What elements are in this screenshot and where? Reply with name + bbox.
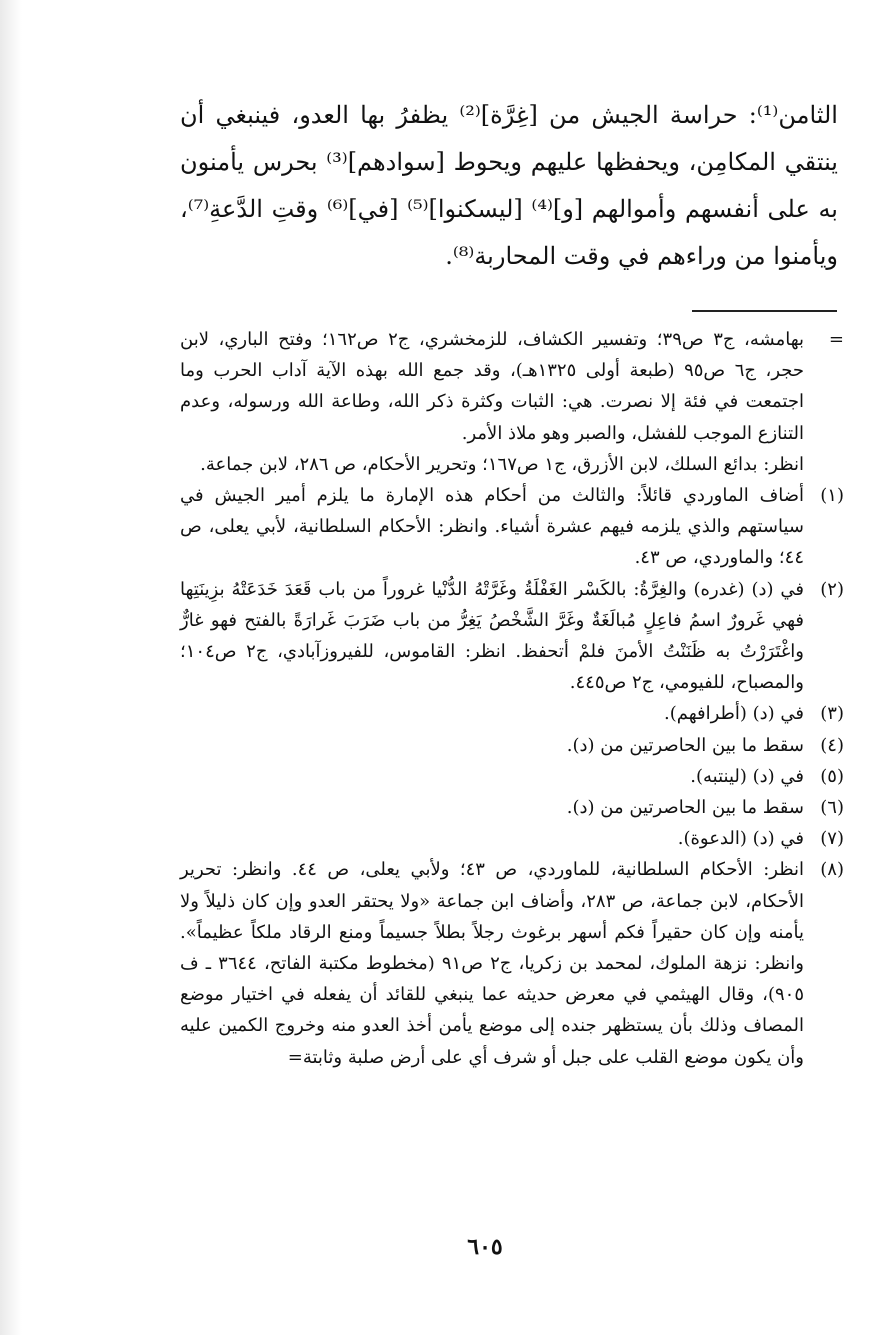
footnote-3 xyxy=(180,698,844,729)
footnotes-section xyxy=(180,324,844,1073)
footnote-2 xyxy=(180,574,844,699)
footnote-mark: (٧) xyxy=(820,828,844,850)
main-paragraph: الثامن⁽¹⁾: حراسة الجيش من [غِرَّة]⁽²⁾ يظفرُ بها العدو، فينبغي أن ينتقي المكامِن، ويحفظها عليهم ويحوط [سوادهم]⁽³⁾ بحرس يأمنون به على أنفسهم وأموالهم [و]⁽⁴⁾ [ليسكنوا]⁽⁵⁾ [في]⁽⁶⁾ وقتِ الدَّعةِ⁽⁷⁾، ويأمنوا من وراءهم في وقت المحاربة⁽⁸⁾. xyxy=(180,101,838,270)
footnote-mark: (٥) xyxy=(820,765,844,787)
footnote-5 xyxy=(180,761,844,792)
footnote-continuation xyxy=(180,324,844,449)
page-number: ٦٠٥ xyxy=(467,1234,503,1260)
footnote-text: انظر: الأحكام السلطانية، للماوردي، ص ٤٣؛ ولأبي يعلى، ص ٤٤. وانظر: تحرير الأحكام، لابن جماعة، ص ٢٨٣، وأضاف ابن جماعة «ولا يحتقر العدو وإن كان ذليلاً ولا يأمنه وإن كان حقيراً فكم أسهر برغوث رجلاً بطلاً جسيماً ومنع الرقاد ملكاً عظيماً». وانظر: نزهة الملوك، لمحمد بن زكريا، ج٢ ص٩١ (مخطوط مكتبة الفاتح، ٣٦٤٤ ـ ف ٩٠٥)، وقال الهيثمي في معرض حديثه عما ينبغي للقائد أن يفعله في اختيار موضع المصاف وذلك بأن يستظهر جنده إلى موضع يأمن أخذ العدو منه وخروج الكمين عليه وأن يكون موضع القلب على جبل أو شرف أي على أرض صلبة وثابتة= xyxy=(180,859,804,1068)
footnote-text: في (د) (لينتبه). xyxy=(690,765,804,787)
footnote-text: سقط ما بين الحاصرتين من (د). xyxy=(566,734,804,756)
footnote-mark: (٦) xyxy=(820,797,844,819)
scan-edge-shadow xyxy=(0,0,22,1335)
footnote-6 xyxy=(180,792,844,823)
footnote-text: أضاف الماوردي قائلاً: والثالث من أحكام هذه الإمارة ما يلزم أمير الجيش في سياستهم والذي يلزمه فيهم عشرة أشياء. وانظر: الأحكام السلطانية، لأبي يعلى، ص ٤٤؛ والماوردي، ص ٤٣. xyxy=(180,485,804,569)
main-text-block xyxy=(180,92,838,280)
footnote-text: بهامشه، ج٣ ص٣٩؛ وتفسير الكشاف، للزمخشري، ج٢ ص١٦٢؛ وفتح الباري، لابن حجر، ج٦ ص٩٥ (طبعة أولى ١٣٢٥هـ)، وقد جمع الله بهذه الآية آداب الحرب وما اجتمعت في فئة إلا نصرت. هي: الثبات وكثرة ذكر الله، وطاعة الله ورسوله، وعدم التنازع الموجب للفشل، والصبر وهو ملاذ الأمر. xyxy=(180,329,805,444)
footnote-mark: (٨) xyxy=(820,859,844,881)
footnote-divider xyxy=(692,310,837,312)
footnote-mark: (١) xyxy=(820,485,844,507)
footnote-8 xyxy=(180,854,844,1072)
footnote-text: سقط ما بين الحاصرتين من (د). xyxy=(566,797,804,819)
footnote-mark: = xyxy=(828,329,844,350)
footnote-text: في (د) (غدره) والغِرَّةُ: بالكَسْر الغَفْلَةُ وغَرَّتْهُ الدُّنْيا غروراً من باب قَعَدَ خَدَعَتْهُ بزِينَتِها فهي غَرورٌ اسمُ فاعِلٍ مُبالَغَةٌ وغَرَّ الشَّخْصُ يَغِرُّ من باب ضَرَبَ غَرارَةً بالفتح فهو غارٌّ واغْتَرَرْتُ به ظَنَنْتُ الأمنَ فلمْ أتحفظ. انظر: القاموس، للفيروزآبادي، ج٢ ص١٠٤؛ والمصباح، للفيومي، ج٢ ص٤٤٥. xyxy=(180,578,804,694)
footnote-mark: (٢) xyxy=(820,578,844,600)
footnote-continuation-references xyxy=(180,449,844,480)
footnote-1 xyxy=(180,480,844,574)
footnote-4 xyxy=(180,730,844,761)
footnote-mark: (٤) xyxy=(820,734,844,756)
footnote-text: في (د) (الدعوة). xyxy=(677,828,804,850)
footnote-7 xyxy=(180,823,844,854)
footnote-mark: (٣) xyxy=(820,703,844,725)
footnote-text: في (د) (أطرافهم). xyxy=(663,703,804,725)
footnote-text: انظر: بدائع السلك، لابن الأزرق، ج١ ص١٦٧؛ وتحرير الأحكام، ص ٢٨٦، لابن جماعة. xyxy=(200,453,804,475)
